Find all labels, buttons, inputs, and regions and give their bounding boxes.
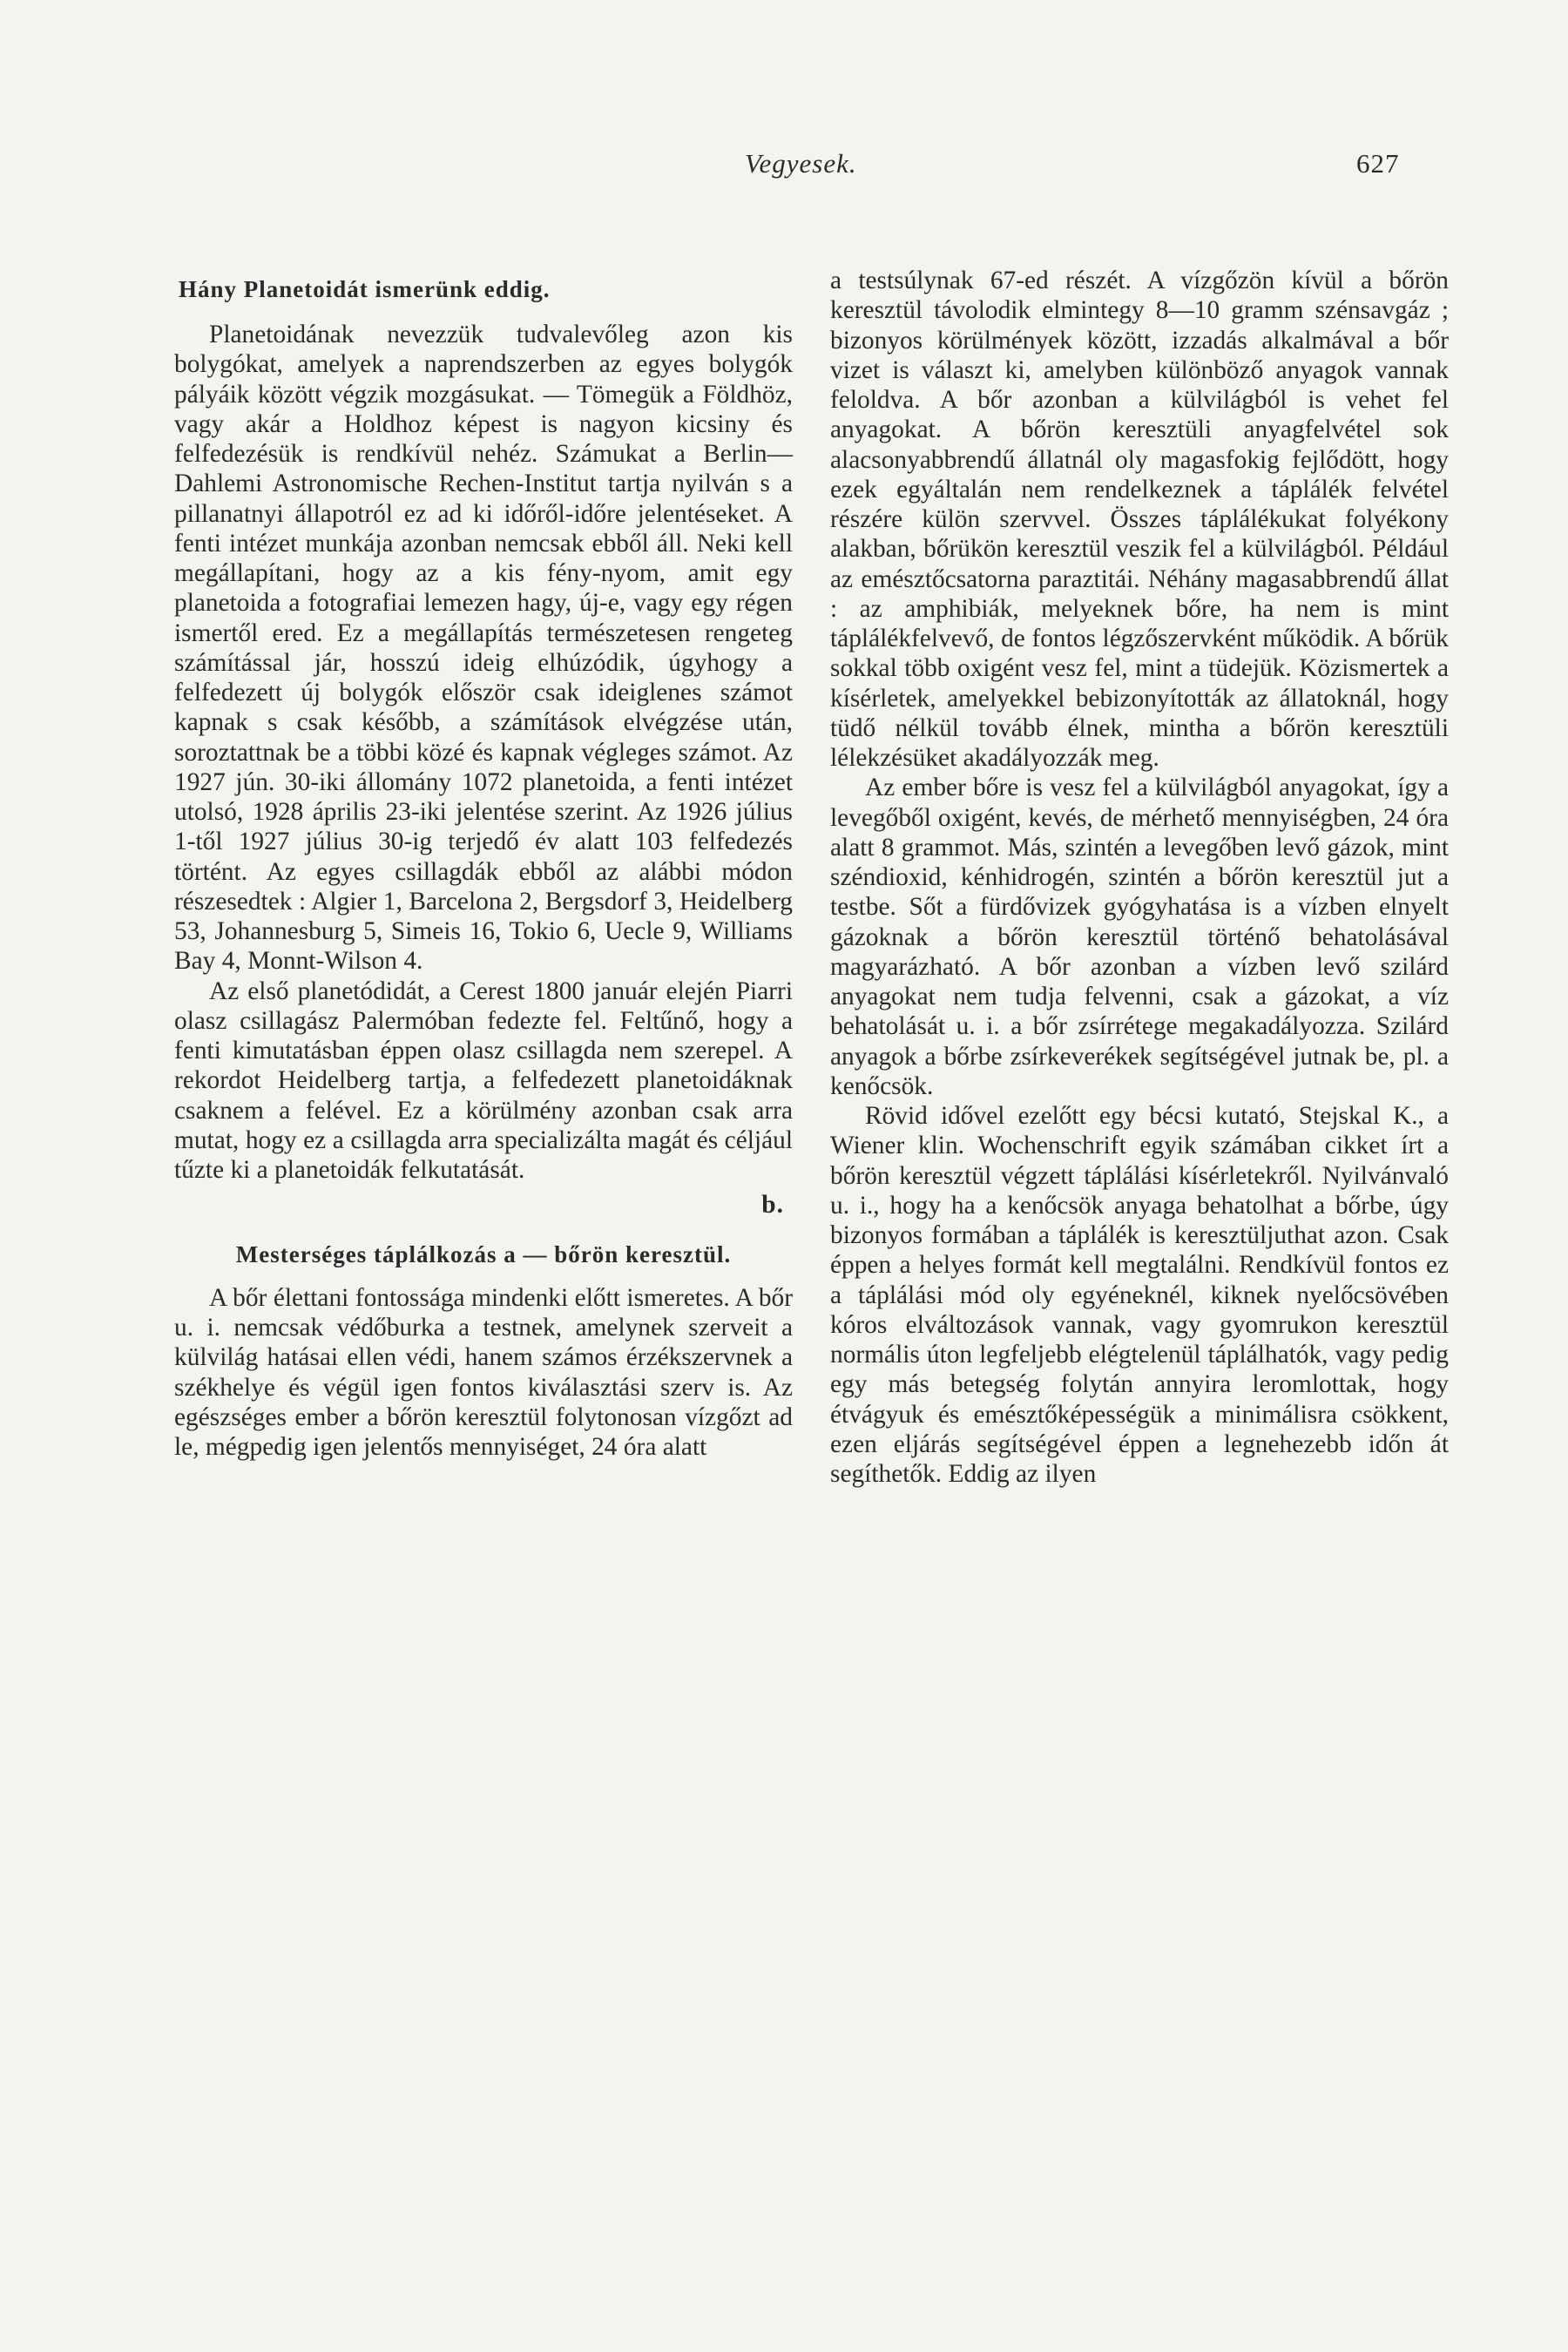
article-paragraph: Az ember bőre is vesz fel a külvilágból anyagokat, így a levegőből oxigént, kevés, de mérhető mennyiségben, 24 óra alatt 8 grammot. Más, szintén a levegőben levő gázok, mint széndioxid, kénhidrogén, szintén a bőrön keresztül jut a testbe. Sőt a fürdővizek gyógyhatása is a vízben elnyelt gázoknak a bőrön keresztül történő behatolásával magyarázható. A bőr azonban a vízben levő szilárd anyagokat nem tudja felvenni, csak a gázokat, a víz behatolását u. i. a bőr zsírrétege megakadályozza. Szilárd anyagok a bőrbe zsírkeverékek segítségével jutnak be, pl. a kenőcsök. (830, 774, 1449, 1100)
article-paragraph: A bőr élettani fontossága mindenki előtt ismeretes. A bőr u. i. nemcsak védőburka a testnek, amelynek szerveit a külvilág hatásai ellen védi, hanem számos érzékszervnek a székhelye és végül igen fontos kiválasztási szerv is. Az egészséges ember a bőrön keresztül folytonosan vízgőzt ad le, mégpedig igen jelentős mennyiséget, 24 óra alatt (174, 1283, 793, 1461)
article-signature: b. (761, 1191, 784, 1220)
article-paragraph: Planetoidának nevezzük tudvalevőleg azon kis bolygókat, amelyek a naprendszerben az egyes bolygók pályáik között végzik mozgásukat. — Tömegük a Földhöz, vagy akár a Holdhoz képest is nagyon kicsiny és felfedezésük is rendkívül nehéz. Számukat a Berlin—Dahlemi Astronomische Rechen-Institut tartja nyilván s a pillanatnyi állapotról ez ad ki időről-időre jelentéseket. A fenti intézet munkája azonban nemcsak ebből áll. Neki kell megállapítani, hogy az a kis fény-nyom, amit egy planetoida a fotografiai lemezen hagy, új-e, vagy egy régen ismertől ered. Ez a megállapítás természetesen rengeteg számítással jár, hosszú ideig elhúzódik, úgyhogy a felfedezett új bolygók először csak ideiglenes számot kapnak s csak később, a számítások elvégzése után, soroztattnak be a többi közé és kapnak végleges számot. Az 1927 jún. 30-iki állomány 1072 planetoida, a fenti intézet utolsó, 1928 április 23-iki jelentése szerint. Az 1926 július 1-től 1927 július 30-ig terjedő év alatt 103 felfedezés történt. Az egyes csillagdák ebből az alábbi módon részesedtek : Algier 1, Barcelona 2, Bergsdorf 3, Heidelberg 53, Johannesburg 5, Simeis 16, Tokio 6, Uecle 9, Williams Bay 4, Monnt-Wilson 4. (174, 321, 793, 976)
article-title-planetoids: Hány Planetoidát ismerünk eddig. (179, 276, 551, 302)
running-head: Vegyesek. (745, 148, 857, 179)
left-column (174, 266, 793, 1462)
article-paragraph: Rövid idővel ezelőtt egy bécsi kutató, Stejskal K., a Wiener klin. Wochenschrift egyik számában cikket írt a bőrön keresztül végzett táplálási kísérletekről. Nyilvánvaló u. i., hogy ha a kenőcsök anyaga behatolhat a bőrbe, úgy bizonyos formában a táplálék is keresztüljuthat azon. Csak éppen a helyes formát kell megtalálni. Rendkívül fontos ez a táplálási mód oly egyéneknél, kiknek nyelőcsövében kóros elváltozások vannak, vagy gyomrukon keresztül normális úton legfeljebb elégtelenül táplálhatók, vagy pedig egy más betegség folytán annyira leromlottak, hogy étvágyuk és emésztőképességük a minimálisra csökkent, ezen eljárás segítségével éppen a legnehezebb időn át segíthetők. Eddig az ilyen (830, 1102, 1449, 1488)
right-column (830, 266, 1449, 1489)
article-title-skin-nutrition: Mesterséges táplálkozás a — bőrön keresztül. (235, 1240, 732, 1267)
page-number: 627 (1356, 148, 1400, 179)
article-paragraph: a testsúlynak 67-ed részét. A vízgőzön kívül a bőrön keresztül távolodik elmintegy 8—10 gramm szénsavgáz ; bizonyos körülmények között, izzadás alkalmával a bőr vizet is választ ki, amelyben különböző anyagok vannak feloldva. A bőr azonban a külvilágból is vehet fel anyagokat. A bőrön keresztüli anyagfelvétel sok alacsonyabbrendű állatnál oly magasfokig fejlődött, hogy ezek egyáltalán nem rendelkeznek a táplálék felvétel részére külön szervvel. Összes táplálékukat folyékony alakban, bőrükön keresztül veszik fel a külvilágból. Például az emésztőcsatorna paraztitái. Néhány magasabbrendű állat : az amphibiák, melyeknek bőre, ha nem is mint táplálékfelvevő, de fontos légzőszervként működik. A bőrük sokkal több oxigént vesz fel, mint a tüdejük. Közismertek a kísérletek, amelyekkel bebizonyították az állatoknál, hogy tüdő nélkül tovább élnek, mintha a bőrön keresztüli lélekzésüket akadályozzák meg. (830, 267, 1449, 772)
article-paragraph: Az első planetódidát, a Cerest 1800 január elején Piarri olasz csillagász Palermóban fedezte fel. Feltűnő, hogy a fenti kimutatásban éppen olasz csillagda nem szerepel. A rekordot Heidelberg tartja, a felfedezett planetoidáknak csaknem a felével. Ez a körülmény azonban csak arra mutat, hogy ez a csillagda arra specializálta magát és céljául tűzte ki a planetoidák felkutatását. (174, 977, 793, 1184)
